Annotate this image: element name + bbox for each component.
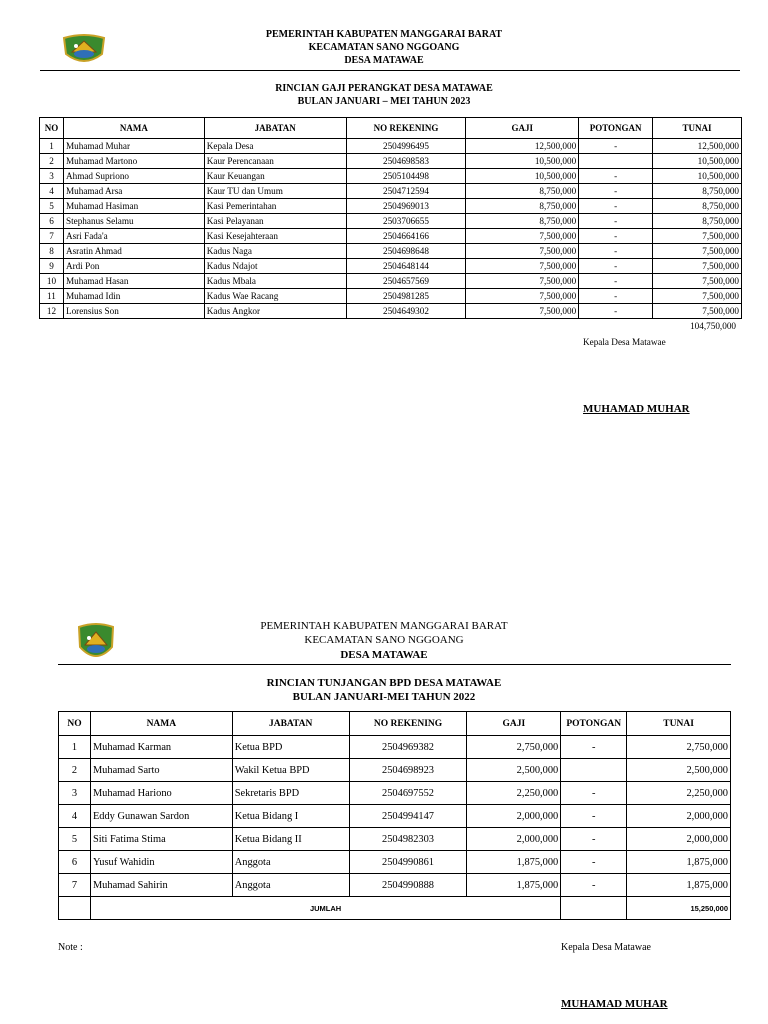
row-jabatan: Kasi Kesejahteraan <box>204 229 346 244</box>
row-no: 8 <box>40 244 64 259</box>
row-tunai: 2,750,000 <box>627 736 731 759</box>
row-tunai: 2,500,000 <box>627 759 731 782</box>
col-nama: NAMA <box>90 712 232 736</box>
table-row <box>40 184 742 199</box>
row-potongan <box>579 154 653 169</box>
row-rekening: 2503706655 <box>346 214 466 229</box>
row-rekening: 2504969013 <box>346 199 466 214</box>
row-no: 7 <box>40 229 64 244</box>
row-rekening: 2504698583 <box>346 154 466 169</box>
row-gaji: 2,250,000 <box>467 782 561 805</box>
row-nama: Muhamad Martono <box>63 154 204 169</box>
row-gaji: 7,500,000 <box>466 304 579 319</box>
col-potongan: POTONGAN <box>561 712 627 736</box>
total-value: 15,250,000 <box>627 897 731 920</box>
report-period: BULAN JANUARI – MEI TAHUN 2023 <box>297 96 471 107</box>
row-rekening: 2504648144 <box>346 259 466 274</box>
row-gaji: 8,750,000 <box>466 214 579 229</box>
row-rekening: 2504657569 <box>346 274 466 289</box>
row-gaji: 10,500,000 <box>466 154 579 169</box>
row-gaji: 12,500,000 <box>466 139 579 154</box>
row-no: 4 <box>40 184 64 199</box>
row-jabatan: Kadus Angkor <box>204 304 346 319</box>
row-gaji: 7,500,000 <box>466 244 579 259</box>
row-rekening: 2504649302 <box>346 304 466 319</box>
col-rekening: NO REKENING <box>349 712 467 736</box>
row-tunai: 7,500,000 <box>653 274 742 289</box>
row-no: 9 <box>40 259 64 274</box>
row-potongan: - <box>561 851 627 874</box>
report-title: RINCIAN TUNJANGAN BPD DESA MATAWAE <box>266 677 502 689</box>
col-nama: NAMA <box>63 118 204 139</box>
row-jabatan: Kadus Wae Racang <box>204 289 346 304</box>
row-potongan: - <box>561 828 627 851</box>
row-tunai: 10,500,000 <box>653 169 742 184</box>
table-row <box>59 874 731 897</box>
row-gaji: 7,500,000 <box>466 289 579 304</box>
signature-name: MUHAMAD MUHAR <box>561 998 668 1010</box>
row-tunai: 2,000,000 <box>627 828 731 851</box>
header-regency: PEMERINTAH KABUPATEN MANGGARAI BARAT <box>260 620 508 632</box>
row-jabatan: Kadus Mbala <box>204 274 346 289</box>
row-rekening: 2504982303 <box>349 828 467 851</box>
salary-table <box>39 117 742 319</box>
row-tunai: 8,750,000 <box>653 199 742 214</box>
row-potongan <box>561 759 627 782</box>
row-no: 12 <box>40 304 64 319</box>
row-potongan: - <box>579 244 653 259</box>
row-gaji: 1,875,000 <box>467 851 561 874</box>
signature-name: MUHAMAD MUHAR <box>583 403 690 415</box>
row-gaji: 7,500,000 <box>466 229 579 244</box>
table-row <box>40 169 742 184</box>
row-nama: Muhamad Idin <box>63 289 204 304</box>
row-nama: Muhamad Sarto <box>90 759 232 782</box>
row-jabatan: Kaur Perencanaan <box>204 154 346 169</box>
row-rekening: 2504996495 <box>346 139 466 154</box>
row-tunai: 7,500,000 <box>653 289 742 304</box>
row-jabatan: Kasi Pemerintahan <box>204 199 346 214</box>
row-no: 6 <box>40 214 64 229</box>
row-jabatan: Kaur TU dan Umum <box>204 184 346 199</box>
row-potongan: - <box>579 214 653 229</box>
row-potongan: - <box>561 736 627 759</box>
table-header-row <box>59 712 731 736</box>
row-no: 10 <box>40 274 64 289</box>
row-no: 4 <box>59 805 91 828</box>
col-tunai: TUNAI <box>653 118 742 139</box>
row-gaji: 2,000,000 <box>467 828 561 851</box>
signature-title: Kepala Desa Matawae <box>583 337 666 347</box>
row-no: 3 <box>40 169 64 184</box>
total-label: JUMLAH <box>90 897 560 920</box>
col-no: NO <box>40 118 64 139</box>
table-row <box>59 782 731 805</box>
row-potongan: - <box>579 169 653 184</box>
row-gaji: 2,500,000 <box>467 759 561 782</box>
row-potongan: - <box>579 304 653 319</box>
row-jabatan: Kadus Ndajot <box>204 259 346 274</box>
row-nama: Stephanus Selamu <box>63 214 204 229</box>
table-row <box>59 736 731 759</box>
row-no: 5 <box>59 828 91 851</box>
row-nama: Muhamad Karman <box>90 736 232 759</box>
header-regency: PEMERINTAH KABUPATEN MANGGARAI BARAT <box>265 29 503 40</box>
row-gaji: 8,750,000 <box>466 199 579 214</box>
row-no: 6 <box>59 851 91 874</box>
table-row <box>40 259 742 274</box>
row-tunai: 1,875,000 <box>627 874 731 897</box>
row-rekening: 2504981285 <box>346 289 466 304</box>
table-row <box>59 851 731 874</box>
row-no: 7 <box>59 874 91 897</box>
row-jabatan: Anggota <box>232 851 349 874</box>
table-header-row <box>40 118 742 139</box>
row-nama: Ahmad Supriono <box>63 169 204 184</box>
table-row <box>40 229 742 244</box>
row-potongan: - <box>579 139 653 154</box>
row-jabatan: Kepala Desa <box>204 139 346 154</box>
row-gaji: 7,500,000 <box>466 259 579 274</box>
row-rekening: 2504697552 <box>349 782 467 805</box>
total-row <box>59 897 731 920</box>
row-jabatan: Ketua Bidang I <box>232 805 349 828</box>
row-rekening: 2504990861 <box>349 851 467 874</box>
col-no: NO <box>59 712 91 736</box>
row-jabatan: Ketua Bidang II <box>232 828 349 851</box>
row-potongan: - <box>579 259 653 274</box>
row-nama: Muhamad Hasiman <box>63 199 204 214</box>
row-potongan: - <box>579 184 653 199</box>
row-potongan: - <box>561 805 627 828</box>
report-period: BULAN JANUARI-MEI TAHUN 2022 <box>292 691 476 703</box>
table-row <box>59 759 731 782</box>
row-jabatan: Kadus Naga <box>204 244 346 259</box>
table-row <box>40 214 742 229</box>
row-gaji: 2,000,000 <box>467 805 561 828</box>
row-tunai: 7,500,000 <box>653 229 742 244</box>
row-rekening: 2504698648 <box>346 244 466 259</box>
row-jabatan: Kasi Pelayanan <box>204 214 346 229</box>
header-district: KECAMATAN SANO NGGOANG <box>304 634 464 646</box>
row-nama: Muhamad Hariono <box>90 782 232 805</box>
row-jabatan: Anggota <box>232 874 349 897</box>
row-no: 1 <box>40 139 64 154</box>
salary-total: 104,750,000 <box>690 321 736 331</box>
row-gaji: 10,500,000 <box>466 169 579 184</box>
row-gaji: 1,875,000 <box>467 874 561 897</box>
row-no: 11 <box>40 289 64 304</box>
row-gaji: 8,750,000 <box>466 184 579 199</box>
row-nama: Ardi Pon <box>63 259 204 274</box>
col-tunai: TUNAI <box>627 712 731 736</box>
row-potongan: - <box>579 289 653 304</box>
row-potongan: - <box>579 199 653 214</box>
col-gaji: GAJI <box>467 712 561 736</box>
col-jabatan: JABATAN <box>204 118 346 139</box>
row-rekening: 2504698923 <box>349 759 467 782</box>
row-nama: Muhamad Muhar <box>63 139 204 154</box>
row-no: 2 <box>59 759 91 782</box>
row-nama: Eddy Gunawan Sardon <box>90 805 232 828</box>
col-jabatan: JABATAN <box>232 712 349 736</box>
row-rekening: 2504712594 <box>346 184 466 199</box>
row-nama: Yusuf Wahidin <box>90 851 232 874</box>
row-no: 2 <box>40 154 64 169</box>
header-district: KECAMATAN SANO NGGOANG <box>308 42 460 53</box>
table-row <box>40 244 742 259</box>
row-tunai: 7,500,000 <box>653 304 742 319</box>
table-row <box>40 274 742 289</box>
row-gaji: 7,500,000 <box>466 274 579 289</box>
col-potongan: POTONGAN <box>579 118 653 139</box>
table-row <box>40 154 742 169</box>
row-tunai: 7,500,000 <box>653 244 742 259</box>
row-no: 1 <box>59 736 91 759</box>
row-nama: Asri Fada'a <box>63 229 204 244</box>
signature-title: Kepala Desa Matawae <box>561 942 651 953</box>
row-gaji: 2,750,000 <box>467 736 561 759</box>
row-nama: Siti Fatima Stima <box>90 828 232 851</box>
table-row <box>40 199 742 214</box>
row-rekening: 2504994147 <box>349 805 467 828</box>
table-row <box>40 289 742 304</box>
row-jabatan: Kaur Keuangan <box>204 169 346 184</box>
row-rekening: 2504664166 <box>346 229 466 244</box>
allowance-table <box>58 711 731 920</box>
table-row <box>59 805 731 828</box>
row-potongan: - <box>579 229 653 244</box>
row-nama: Muhamad Arsa <box>63 184 204 199</box>
row-tunai: 12,500,000 <box>653 139 742 154</box>
row-rekening: 2504969382 <box>349 736 467 759</box>
table-row <box>40 139 742 154</box>
row-potongan: - <box>579 274 653 289</box>
table-row <box>40 304 742 319</box>
row-tunai: 2,000,000 <box>627 805 731 828</box>
col-gaji: GAJI <box>466 118 579 139</box>
header-divider <box>58 664 731 665</box>
col-rekening: NO REKENING <box>346 118 466 139</box>
row-nama: Muhamad Hasan <box>63 274 204 289</box>
row-potongan: - <box>561 874 627 897</box>
row-nama: Asratin Ahmad <box>63 244 204 259</box>
row-potongan: - <box>561 782 627 805</box>
header-village: DESA MATAWAE <box>340 649 428 661</box>
row-tunai: 8,750,000 <box>653 184 742 199</box>
row-rekening: 2504990888 <box>349 874 467 897</box>
row-tunai: 7,500,000 <box>653 259 742 274</box>
row-tunai: 10,500,000 <box>653 154 742 169</box>
row-tunai: 8,750,000 <box>653 214 742 229</box>
note-label: Note : <box>58 942 83 953</box>
row-rekening: 2505104498 <box>346 169 466 184</box>
row-jabatan: Ketua BPD <box>232 736 349 759</box>
header-village: DESA MATAWAE <box>344 55 424 66</box>
row-tunai: 1,875,000 <box>627 851 731 874</box>
row-jabatan: Wakil Ketua BPD <box>232 759 349 782</box>
row-no: 5 <box>40 199 64 214</box>
report-title: RINCIAN GAJI PERANGKAT DESA MATAWAE <box>275 83 493 94</box>
row-nama: Muhamad Sahirin <box>90 874 232 897</box>
row-no: 3 <box>59 782 91 805</box>
row-tunai: 2,250,000 <box>627 782 731 805</box>
row-nama: Lorensius Son <box>63 304 204 319</box>
header-divider <box>40 70 740 71</box>
row-jabatan: Sekretaris BPD <box>232 782 349 805</box>
table-row <box>59 828 731 851</box>
